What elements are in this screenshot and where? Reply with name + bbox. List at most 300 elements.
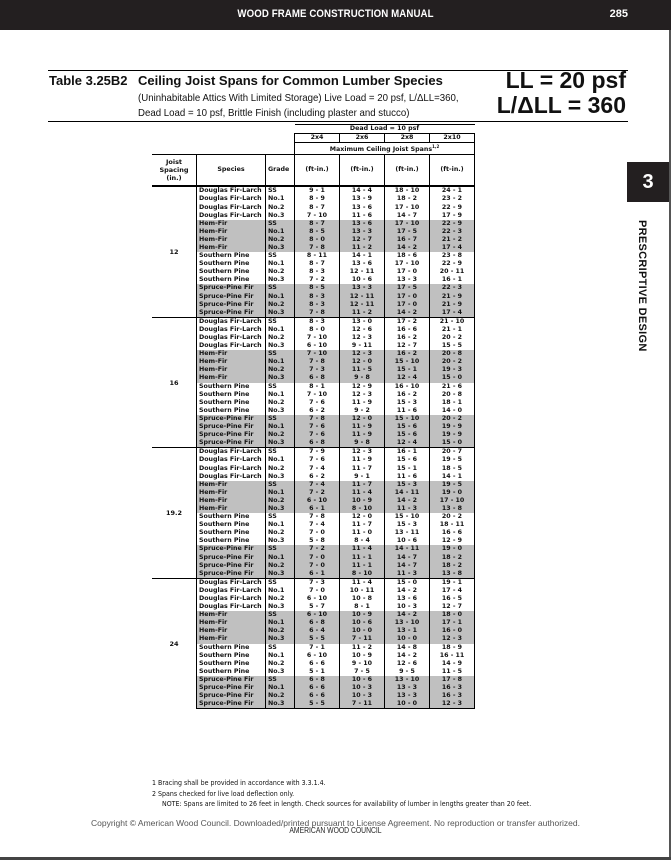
span-2x8-cell: 15 - 3 xyxy=(385,399,430,407)
span-2x10-cell: 15 - 5 xyxy=(430,342,475,350)
footnote-1: 1 Bracing shall be provided in accordance with 3.3.1.4. xyxy=(152,779,326,787)
table-row xyxy=(152,301,475,309)
table-row xyxy=(152,587,475,595)
span-2x6-cell: 8 - 10 xyxy=(340,570,385,579)
table-row xyxy=(152,212,475,220)
species-cell: Spruce-Pine Fir xyxy=(197,545,266,553)
span-2x10-cell: 16 - 0 xyxy=(430,627,475,635)
manual-title: WOOD FRAME CONSTRUCTION MANUAL xyxy=(237,8,434,20)
grade-cell: No.2 xyxy=(266,529,295,537)
span-2x6-cell: 9 - 10 xyxy=(340,660,385,668)
table-row xyxy=(152,464,475,472)
span-2x4-cell: 7 - 2 xyxy=(295,489,340,497)
span-2x4-cell: 7 - 10 xyxy=(295,391,340,399)
span-2x6-cell: 11 - 5 xyxy=(340,366,385,374)
span-2x4-cell: 6 - 8 xyxy=(295,374,340,382)
span-2x8-cell: 17 - 0 xyxy=(385,293,430,301)
span-2x4-cell: 7 - 8 xyxy=(295,244,340,252)
span-2x4-cell: 7 - 6 xyxy=(295,431,340,439)
span-2x4-cell: 6 - 2 xyxy=(295,473,340,481)
span-2x8-cell: 16 - 2 xyxy=(385,334,430,342)
span-2x4-cell: 6 - 1 xyxy=(295,505,340,513)
span-2x8-cell: 16 - 2 xyxy=(385,350,430,358)
page-number: 285 xyxy=(609,8,628,20)
unit-header-2x10: (ft-in.) xyxy=(430,155,475,187)
footer-organization: AMERICAN WOOD COUNCIL xyxy=(289,826,382,835)
span-2x4-cell: 8 - 0 xyxy=(295,326,340,334)
span-2x8-cell: 9 - 5 xyxy=(385,668,430,676)
table-row xyxy=(152,652,475,660)
grade-cell: No.3 xyxy=(266,212,295,220)
span-2x10-cell: 19 - 0 xyxy=(430,545,475,553)
span-2x8-cell: 14 - 2 xyxy=(385,652,430,660)
span-2x6-cell: 12 - 7 xyxy=(340,236,385,244)
span-2x6-cell: 7 - 5 xyxy=(340,668,385,676)
span-2x8-cell: 12 - 4 xyxy=(385,374,430,382)
table-row xyxy=(152,236,475,244)
span-2x6-cell: 9 - 1 xyxy=(340,473,385,481)
span-2x10-cell: 20 - 2 xyxy=(430,334,475,342)
grade-cell: No.1 xyxy=(266,391,295,399)
span-2x8-cell: 18 - 2 xyxy=(385,195,430,203)
span-2x10-cell: 22 - 9 xyxy=(430,203,475,211)
span-2x4-cell: 7 - 9 xyxy=(295,448,340,457)
span-2x4-cell: 9 - 1 xyxy=(295,186,340,195)
span-2x4-cell: 8 - 3 xyxy=(295,293,340,301)
span-2x10-cell: 17 - 1 xyxy=(430,619,475,627)
grade-cell: No.3 xyxy=(266,473,295,481)
joist-spacing-header: Joist Spacing (in.) xyxy=(152,155,197,187)
span-2x6-cell: 12 - 11 xyxy=(340,268,385,276)
span-2x6-cell: 8 - 10 xyxy=(340,505,385,513)
span-2x4-cell: 6 - 10 xyxy=(295,497,340,505)
table-title: Ceiling Joist Spans for Common Lumber Species xyxy=(138,73,443,88)
span-2x8-cell: 12 - 7 xyxy=(385,342,430,350)
grade-cell: SS xyxy=(266,644,295,652)
table-row xyxy=(152,317,475,326)
span-2x4-cell: 8 - 7 xyxy=(295,203,340,211)
span-2x6-cell: 9 - 11 xyxy=(340,342,385,350)
species-cell: Spruce-Pine Fir xyxy=(197,570,266,579)
span-2x6-cell: 10 - 8 xyxy=(340,595,385,603)
span-2x6-cell: 11 - 4 xyxy=(340,545,385,553)
species-cell: Spruce-Pine Fir xyxy=(197,700,266,709)
table-row xyxy=(152,684,475,692)
grade-cell: No.3 xyxy=(266,635,295,643)
table-row xyxy=(152,554,475,562)
table-row xyxy=(152,627,475,635)
span-2x10-cell: 20 - 2 xyxy=(430,513,475,521)
page-header xyxy=(0,0,671,30)
span-2x4-cell: 7 - 8 xyxy=(295,513,340,521)
table-row xyxy=(152,456,475,464)
table-subtitle-line2: Dead Load = 10 psf, Brittle Finish (including plaster and stucco) xyxy=(138,107,410,119)
copyright-notice: Copyright © American Wood Council. Downloaded/printed pursuant to License Agreement. No reproduction or transfer authorized. xyxy=(91,818,580,828)
span-2x4-cell: 8 - 5 xyxy=(295,284,340,292)
species-cell: Southern Pine xyxy=(197,660,266,668)
size-header-2x6: 2x6 xyxy=(340,134,385,143)
span-2x10-cell: 16 - 5 xyxy=(430,595,475,603)
footnote-note: NOTE: Spans are limited to 26 feet in length. Check sources for availability of lumber in lengths greater than 20 feet. xyxy=(162,800,532,808)
span-2x4-cell: 6 - 10 xyxy=(295,595,340,603)
span-2x10-cell: 20 - 8 xyxy=(430,350,475,358)
span-2x10-cell: 11 - 5 xyxy=(430,668,475,676)
span-2x10-cell: 14 - 1 xyxy=(430,473,475,481)
chapter-tab: 3 xyxy=(627,162,669,202)
span-2x8-cell: 16 - 7 xyxy=(385,236,430,244)
span-2x8-cell: 15 - 1 xyxy=(385,464,430,472)
span-2x6-cell: 12 - 6 xyxy=(340,326,385,334)
species-cell: Hem-Fir xyxy=(197,635,266,643)
span-2x6-cell: 13 - 3 xyxy=(340,228,385,236)
grade-cell: No.2 xyxy=(266,203,295,211)
species-cell: Hem-Fir xyxy=(197,358,266,366)
species-cell: Douglas Fir-Larch xyxy=(197,473,266,481)
span-2x6-cell: 12 - 3 xyxy=(340,448,385,457)
table-row xyxy=(152,268,475,276)
span-2x8-cell: 15 - 1 xyxy=(385,366,430,374)
species-cell: Hem-Fir xyxy=(197,228,266,236)
span-2x8-cell: 14 - 7 xyxy=(385,562,430,570)
table-row xyxy=(152,660,475,668)
grade-cell: No.1 xyxy=(266,293,295,301)
span-2x10-cell: 18 - 1 xyxy=(430,399,475,407)
span-2x4-cell: 7 - 0 xyxy=(295,562,340,570)
table-row xyxy=(152,473,475,481)
table-row xyxy=(152,562,475,570)
species-cell: Southern Pine xyxy=(197,383,266,391)
species-cell: Hem-Fir xyxy=(197,611,266,619)
span-2x4-cell: 5 - 1 xyxy=(295,668,340,676)
species-cell: Hem-Fir xyxy=(197,619,266,627)
span-2x10-cell: 17 - 9 xyxy=(430,212,475,220)
span-2x8-cell: 10 - 6 xyxy=(385,537,430,545)
span-2x8-cell: 14 - 8 xyxy=(385,644,430,652)
span-2x10-cell: 18 - 2 xyxy=(430,554,475,562)
table-row xyxy=(152,521,475,529)
span-2x10-cell: 20 - 2 xyxy=(430,358,475,366)
caption-bottom-rule xyxy=(48,121,628,122)
grade-cell: No.1 xyxy=(266,619,295,627)
species-cell: Spruce-Pine Fir xyxy=(197,439,266,448)
table-row xyxy=(152,244,475,252)
span-2x10-cell: 16 - 11 xyxy=(430,652,475,660)
span-2x8-cell: 13 - 3 xyxy=(385,276,430,284)
grade-cell: No.3 xyxy=(266,276,295,284)
span-2x8-cell: 13 - 1 xyxy=(385,627,430,635)
span-2x4-cell: 8 - 11 xyxy=(295,252,340,260)
span-2x10-cell: 20 - 11 xyxy=(430,268,475,276)
joist-spacing-value: 12 xyxy=(152,186,197,317)
span-2x4-cell: 6 - 10 xyxy=(295,342,340,350)
span-2x10-cell: 14 - 0 xyxy=(430,407,475,415)
species-cell: Douglas Fir-Larch xyxy=(197,334,266,342)
span-2x6-cell: 12 - 11 xyxy=(340,301,385,309)
span-2x4-cell: 5 - 5 xyxy=(295,700,340,709)
span-2x8-cell: 13 - 3 xyxy=(385,692,430,700)
deflection-label: L/ΔLL = 360 xyxy=(496,92,626,118)
species-cell: Douglas Fir-Larch xyxy=(197,186,266,195)
span-2x4-cell: 6 - 8 xyxy=(295,439,340,448)
grade-cell: SS xyxy=(266,578,295,587)
species-cell: Southern Pine xyxy=(197,529,266,537)
grade-cell: No.3 xyxy=(266,537,295,545)
span-2x6-cell: 7 - 11 xyxy=(340,700,385,709)
span-2x8-cell: 17 - 0 xyxy=(385,268,430,276)
table-row xyxy=(152,611,475,619)
grade-cell: No.2 xyxy=(266,595,295,603)
grade-cell: SS xyxy=(266,284,295,292)
span-2x4-cell: 6 - 8 xyxy=(295,619,340,627)
span-2x8-cell: 16 - 1 xyxy=(385,448,430,457)
table-row xyxy=(152,407,475,415)
span-2x10-cell: 19 - 0 xyxy=(430,489,475,497)
span-2x8-cell: 11 - 3 xyxy=(385,505,430,513)
span-2x4-cell: 7 - 6 xyxy=(295,456,340,464)
grade-cell: No.2 xyxy=(266,562,295,570)
span-2x10-cell: 23 - 2 xyxy=(430,195,475,203)
table-row xyxy=(152,635,475,643)
span-2x8-cell: 18 - 6 xyxy=(385,252,430,260)
span-2x6-cell: 10 - 0 xyxy=(340,627,385,635)
span-2x4-cell: 6 - 10 xyxy=(295,611,340,619)
span-2x4-cell: 6 - 6 xyxy=(295,660,340,668)
size-header-2x8: 2x8 xyxy=(385,134,430,143)
span-2x6-cell: 12 - 11 xyxy=(340,293,385,301)
span-2x6-cell: 10 - 3 xyxy=(340,684,385,692)
span-2x10-cell: 15 - 0 xyxy=(430,439,475,448)
span-2x10-cell: 19 - 9 xyxy=(430,423,475,431)
grade-cell: No.1 xyxy=(266,554,295,562)
span-2x8-cell: 17 - 5 xyxy=(385,228,430,236)
span-2x8-cell: 10 - 3 xyxy=(385,603,430,611)
unit-header-2x8: (ft-in.) xyxy=(385,155,430,187)
max-spans-text: Maximum Ceiling Joist Spans xyxy=(329,146,433,154)
span-2x10-cell: 13 - 8 xyxy=(430,570,475,579)
span-2x10-cell: 18 - 9 xyxy=(430,644,475,652)
span-2x10-cell: 13 - 8 xyxy=(430,505,475,513)
table-row xyxy=(152,220,475,228)
span-2x10-cell: 16 - 3 xyxy=(430,684,475,692)
grade-cell: No.3 xyxy=(266,700,295,709)
footnote-2: 2 Spans checked for live load deflection only. xyxy=(152,790,295,798)
span-2x8-cell: 15 - 10 xyxy=(385,415,430,423)
grade-cell: SS xyxy=(266,611,295,619)
span-2x8-cell: 11 - 6 xyxy=(385,473,430,481)
span-2x10-cell: 16 - 6 xyxy=(430,529,475,537)
grade-cell: SS xyxy=(266,220,295,228)
span-2x10-cell: 12 - 3 xyxy=(430,700,475,709)
span-2x4-cell: 7 - 10 xyxy=(295,334,340,342)
span-2x8-cell: 10 - 0 xyxy=(385,635,430,643)
span-2x4-cell: 7 - 10 xyxy=(295,350,340,358)
span-2x6-cell: 11 - 6 xyxy=(340,212,385,220)
span-2x10-cell: 19 - 1 xyxy=(430,578,475,587)
span-2x4-cell: 7 - 0 xyxy=(295,587,340,595)
grade-header: Grade xyxy=(266,155,295,187)
span-2x4-cell: 7 - 2 xyxy=(295,545,340,553)
span-2x8-cell: 15 - 6 xyxy=(385,456,430,464)
span-2x8-cell: 14 - 2 xyxy=(385,497,430,505)
table-row xyxy=(152,692,475,700)
span-2x4-cell: 7 - 4 xyxy=(295,481,340,489)
table-row xyxy=(152,537,475,545)
grade-cell: No.3 xyxy=(266,309,295,318)
joist-spacing-value: 19.2 xyxy=(152,448,197,579)
unit-header-2x4: (ft-in.) xyxy=(295,155,340,187)
grade-cell: SS xyxy=(266,350,295,358)
span-2x8-cell: 16 - 6 xyxy=(385,326,430,334)
table-row xyxy=(152,595,475,603)
species-cell: Douglas Fir-Larch xyxy=(197,578,266,587)
span-2x4-cell: 8 - 5 xyxy=(295,228,340,236)
species-cell: Hem-Fir xyxy=(197,366,266,374)
grade-cell: No.1 xyxy=(266,684,295,692)
grade-cell: No.1 xyxy=(266,195,295,203)
span-2x4-cell: 7 - 4 xyxy=(295,521,340,529)
span-2x6-cell: 13 - 6 xyxy=(340,203,385,211)
span-2x6-cell: 10 - 11 xyxy=(340,587,385,595)
span-2x6-cell: 11 - 1 xyxy=(340,554,385,562)
span-2x6-cell: 14 - 4 xyxy=(340,186,385,195)
table-row xyxy=(152,529,475,537)
grade-cell: SS xyxy=(266,415,295,423)
species-cell: Hem-Fir xyxy=(197,350,266,358)
span-2x4-cell: 8 - 9 xyxy=(295,195,340,203)
span-2x6-cell: 11 - 9 xyxy=(340,423,385,431)
span-2x10-cell: 19 - 9 xyxy=(430,431,475,439)
grade-cell: No.2 xyxy=(266,431,295,439)
span-2x6-cell: 12 - 9 xyxy=(340,383,385,391)
span-2x6-cell: 11 - 9 xyxy=(340,399,385,407)
span-2x8-cell: 14 - 2 xyxy=(385,309,430,318)
species-cell: Douglas Fir-Larch xyxy=(197,203,266,211)
species-cell: Douglas Fir-Larch xyxy=(197,587,266,595)
span-2x8-cell: 15 - 6 xyxy=(385,431,430,439)
grade-cell: No.3 xyxy=(266,342,295,350)
span-2x8-cell: 15 - 3 xyxy=(385,521,430,529)
span-2x4-cell: 6 - 4 xyxy=(295,627,340,635)
grade-cell: SS xyxy=(266,676,295,684)
span-2x4-cell: 5 - 5 xyxy=(295,635,340,643)
span-2x8-cell: 13 - 6 xyxy=(385,595,430,603)
grade-cell: No.2 xyxy=(266,627,295,635)
span-2x4-cell: 8 - 0 xyxy=(295,236,340,244)
grade-cell: No.1 xyxy=(266,260,295,268)
joist-spacing-value: 24 xyxy=(152,578,197,709)
span-2x8-cell: 13 - 10 xyxy=(385,619,430,627)
species-cell: Douglas Fir-Larch xyxy=(197,464,266,472)
species-cell: Hem-Fir xyxy=(197,481,266,489)
table-row xyxy=(152,383,475,391)
grade-cell: No.3 xyxy=(266,505,295,513)
span-2x6-cell: 10 - 9 xyxy=(340,652,385,660)
span-2x10-cell: 20 - 8 xyxy=(430,391,475,399)
span-2x10-cell: 17 - 8 xyxy=(430,676,475,684)
species-cell: Douglas Fir-Larch xyxy=(197,448,266,457)
table-row xyxy=(152,195,475,203)
span-2x6-cell: 13 - 9 xyxy=(340,195,385,203)
species-cell: Douglas Fir-Larch xyxy=(197,603,266,611)
span-2x10-cell: 24 - 1 xyxy=(430,186,475,195)
table-row xyxy=(152,358,475,366)
species-cell: Spruce-Pine Fir xyxy=(197,692,266,700)
span-2x8-cell: 17 - 10 xyxy=(385,260,430,268)
span-2x6-cell: 11 - 9 xyxy=(340,431,385,439)
span-2x6-cell: 11 - 0 xyxy=(340,529,385,537)
species-cell: Hem-Fir xyxy=(197,627,266,635)
span-2x6-cell: 10 - 3 xyxy=(340,692,385,700)
span-2x8-cell: 14 - 11 xyxy=(385,545,430,553)
species-cell: Douglas Fir-Larch xyxy=(197,195,266,203)
span-2x4-cell: 6 - 10 xyxy=(295,652,340,660)
species-cell: Hem-Fir xyxy=(197,220,266,228)
span-2x6-cell: 11 - 2 xyxy=(340,644,385,652)
table-row xyxy=(152,228,475,236)
span-2x8-cell: 15 - 3 xyxy=(385,481,430,489)
span-2x10-cell: 12 - 7 xyxy=(430,603,475,611)
span-2x6-cell: 12 - 3 xyxy=(340,391,385,399)
grade-cell: No.2 xyxy=(266,268,295,276)
table-row xyxy=(152,334,475,342)
span-2x8-cell: 14 - 2 xyxy=(385,244,430,252)
span-2x10-cell: 21 - 9 xyxy=(430,293,475,301)
span-2x8-cell: 16 - 2 xyxy=(385,391,430,399)
span-2x10-cell: 15 - 0 xyxy=(430,374,475,382)
grade-cell: No.2 xyxy=(266,301,295,309)
span-2x4-cell: 7 - 8 xyxy=(295,309,340,318)
span-2x8-cell: 11 - 3 xyxy=(385,570,430,579)
span-2x6-cell: 9 - 2 xyxy=(340,407,385,415)
span-2x10-cell: 17 - 4 xyxy=(430,244,475,252)
species-cell: Southern Pine xyxy=(197,276,266,284)
species-cell: Hem-Fir xyxy=(197,244,266,252)
species-cell: Southern Pine xyxy=(197,668,266,676)
span-2x6-cell: 14 - 1 xyxy=(340,252,385,260)
grade-cell: SS xyxy=(266,317,295,326)
span-2x4-cell: 6 - 6 xyxy=(295,692,340,700)
unit-header-2x6: (ft-in.) xyxy=(340,155,385,187)
span-2x6-cell: 12 - 3 xyxy=(340,334,385,342)
species-cell: Spruce-Pine Fir xyxy=(197,676,266,684)
table-row xyxy=(152,252,475,260)
table-row xyxy=(152,668,475,676)
table-row xyxy=(152,326,475,334)
species-cell: Southern Pine xyxy=(197,537,266,545)
grade-cell: No.2 xyxy=(266,366,295,374)
span-2x4-cell: 7 - 3 xyxy=(295,578,340,587)
span-2x10-cell: 18 - 11 xyxy=(430,521,475,529)
span-2x4-cell: 6 - 8 xyxy=(295,676,340,684)
span-2x6-cell: 12 - 3 xyxy=(340,350,385,358)
span-2x10-cell: 22 - 9 xyxy=(430,220,475,228)
span-2x8-cell: 14 - 2 xyxy=(385,611,430,619)
species-cell: Southern Pine xyxy=(197,652,266,660)
span-2x6-cell: 10 - 9 xyxy=(340,497,385,505)
grade-cell: No.1 xyxy=(266,456,295,464)
grade-cell: No.1 xyxy=(266,587,295,595)
species-cell: Spruce-Pine Fir xyxy=(197,684,266,692)
span-2x10-cell: 18 - 5 xyxy=(430,464,475,472)
grade-cell: No.3 xyxy=(266,439,295,448)
span-2x4-cell: 6 - 6 xyxy=(295,684,340,692)
span-2x8-cell: 14 - 7 xyxy=(385,212,430,220)
span-2x6-cell: 10 - 6 xyxy=(340,619,385,627)
span-2x6-cell: 10 - 9 xyxy=(340,611,385,619)
grade-cell: SS xyxy=(266,383,295,391)
grade-cell: SS xyxy=(266,448,295,457)
species-cell: Southern Pine xyxy=(197,513,266,521)
